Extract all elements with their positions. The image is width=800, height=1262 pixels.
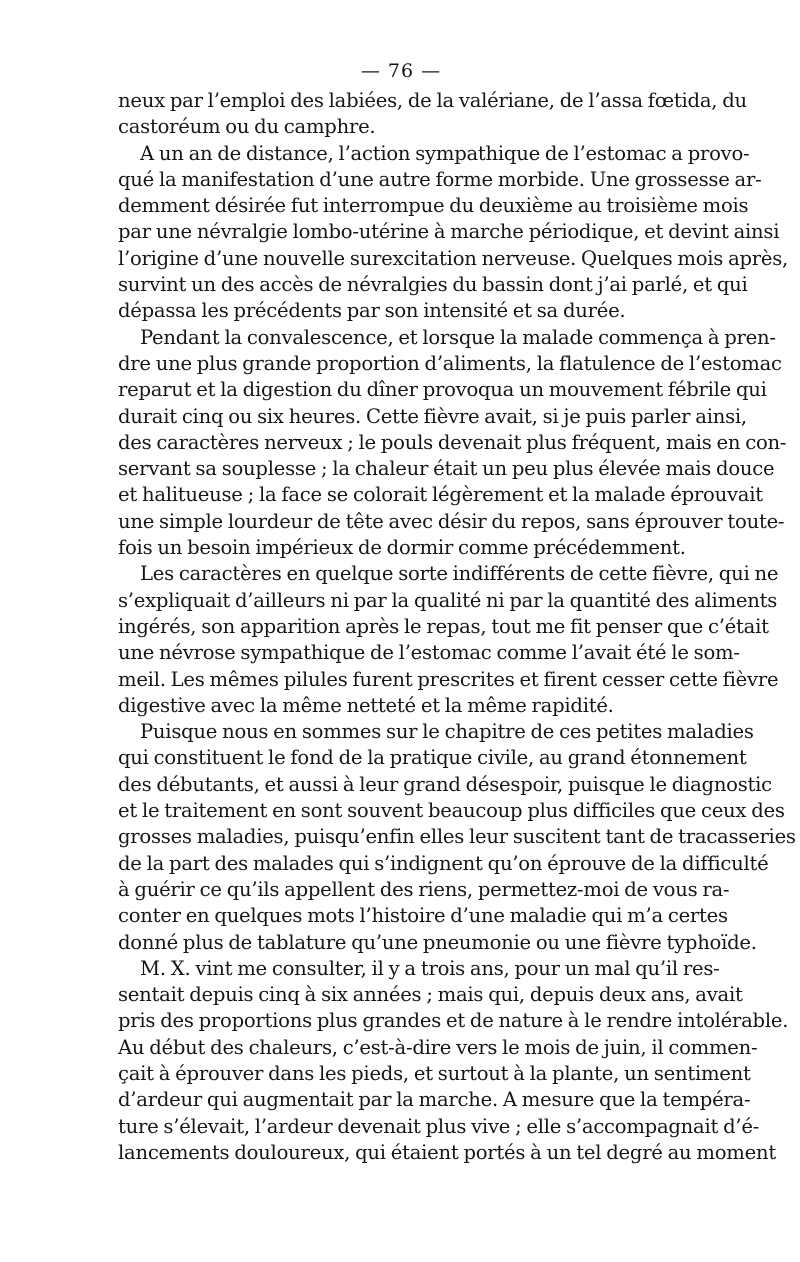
text-line: A un an de distance, l’action sympathique de l’estomac a provo- [140,141,750,165]
text-line: lancements douloureux, qui étaient portés à un tel degré au moment [118,1140,776,1164]
paragraph [118,88,747,141]
book-page [118,58,796,1166]
text-line: de la part des malades qui s’indignent qu’on éprouve de la difficulté [118,851,769,875]
text-line: d’ardeur qui augmentait par la marche. A mesure que la tempéra- [118,1088,751,1112]
text-line: une simple lourdeur de tête avec désir du repos, sans éprouver toute- [118,509,785,533]
text-line: l’origine d’une nouvelle surexcitation nerveuse. Quelques mois après, [118,246,789,270]
page-number: — 76 — [360,60,442,82]
text-line: à guérir ce qu’ils appellent des riens, permettez-moi de vous ra- [118,877,730,901]
text-line: qui constituent le fond de la pratique civile, au grand étonnement [118,746,747,770]
text-line: meil. Les mêmes pilules furent prescrites et firent cesser cette fièvre [118,667,779,691]
text-line: qué la manifestation d’une autre forme morbide. Une grossesse ar- [118,167,762,191]
text-line: reparut et la digestion du dîner provoqua un mouvement fébrile qui [118,378,767,402]
text-line: et le traitement en sont souvent beaucoup plus difficiles que ceux des [118,799,785,823]
text-line: Les caractères en quelque sorte indifférents de cette fièvre, qui ne [140,562,779,586]
text-line: des caractères nerveux ; le pouls devenait plus fréquent, mais en con- [118,430,787,454]
paragraph [118,325,787,562]
text-line: servant sa souplesse ; la chaleur était un peu plus élevée mais douce [118,457,775,481]
text-line: survint un des accès de névralgies du bassin dont j’ai parlé, et qui [118,273,748,297]
body-text [118,88,796,1166]
text-line: castoréum ou du camphre. [118,115,376,139]
text-line: Pendant la convalescence, et lorsque la malade commença à pren- [140,325,776,349]
text-line: des débutants, et aussi à leur grand désespoir, puisque le diagnostic [118,772,772,796]
text-line: conter en quelques mots l’histoire d’une maladie qui m’a certes [118,904,728,928]
text-line: demment désirée fut interrompue du deuxième au troisième mois [118,194,749,218]
text-line: ture s’élevait, l’ardeur devenait plus vive ; elle s’accompagnait d’é- [118,1114,760,1138]
text-line: dépassa les précédents par son intensité et sa durée. [118,299,626,323]
text-line: s’expliquait d’ailleurs ni par la qualité ni par la quantité des aliments [118,588,778,612]
text-line: pris des proportions plus grandes et de nature à le rendre intolérable. [118,1009,789,1033]
paragraph [118,141,789,325]
text-line: sentait depuis cinq à six années ; mais qui, depuis deux ans, avait [118,983,743,1007]
text-line: donné plus de tablature qu’une pneumonie ou une fièvre typhoïde. [118,930,757,954]
text-line: Puisque nous en sommes sur le chapitre de ces petites maladies [140,720,754,744]
text-line: une névrose sympathique de l’estomac comme l’avait été le som- [118,641,740,665]
text-line: durait cinq ou six heures. Cette fièvre avait, si je puis parler ainsi, [118,404,747,428]
text-line: digestive avec la même netteté et la même rapidité. [118,693,614,717]
paragraph [118,956,789,1166]
text-line: par une névralgie lombo-utérine à marche périodique, et devint ainsi [118,220,780,244]
text-line: neux par l’emploi des labiées, de la valériane, de l’assa fœtida, du [118,89,747,112]
paragraph [118,719,796,956]
text-line: fois un besoin impérieux de dormir comme précédemment. [118,536,686,560]
text-line: M. X. vint me consulter, il y a trois ans, pour un mal qu’il res- [140,956,720,980]
text-line: dre une plus grande proportion d’aliments, la flatulence de l’estomac [118,351,782,375]
text-line: çait à éprouver dans les pieds, et surtout à la plante, un sentiment [118,1061,751,1085]
text-line: et halitueuse ; la face se colorait légèrement et la malade éprouvait [118,483,763,507]
paragraph [118,561,779,719]
text-line: grosses maladies, puisqu’enfin elles leur suscitent tant de tracasseries [118,825,796,849]
text-line: Au début des chaleurs, c’est-à-dire vers le mois de juin, il commen- [118,1035,758,1059]
text-line: ingérés, son apparition après le repas, tout me fit penser que c’était [118,614,769,638]
